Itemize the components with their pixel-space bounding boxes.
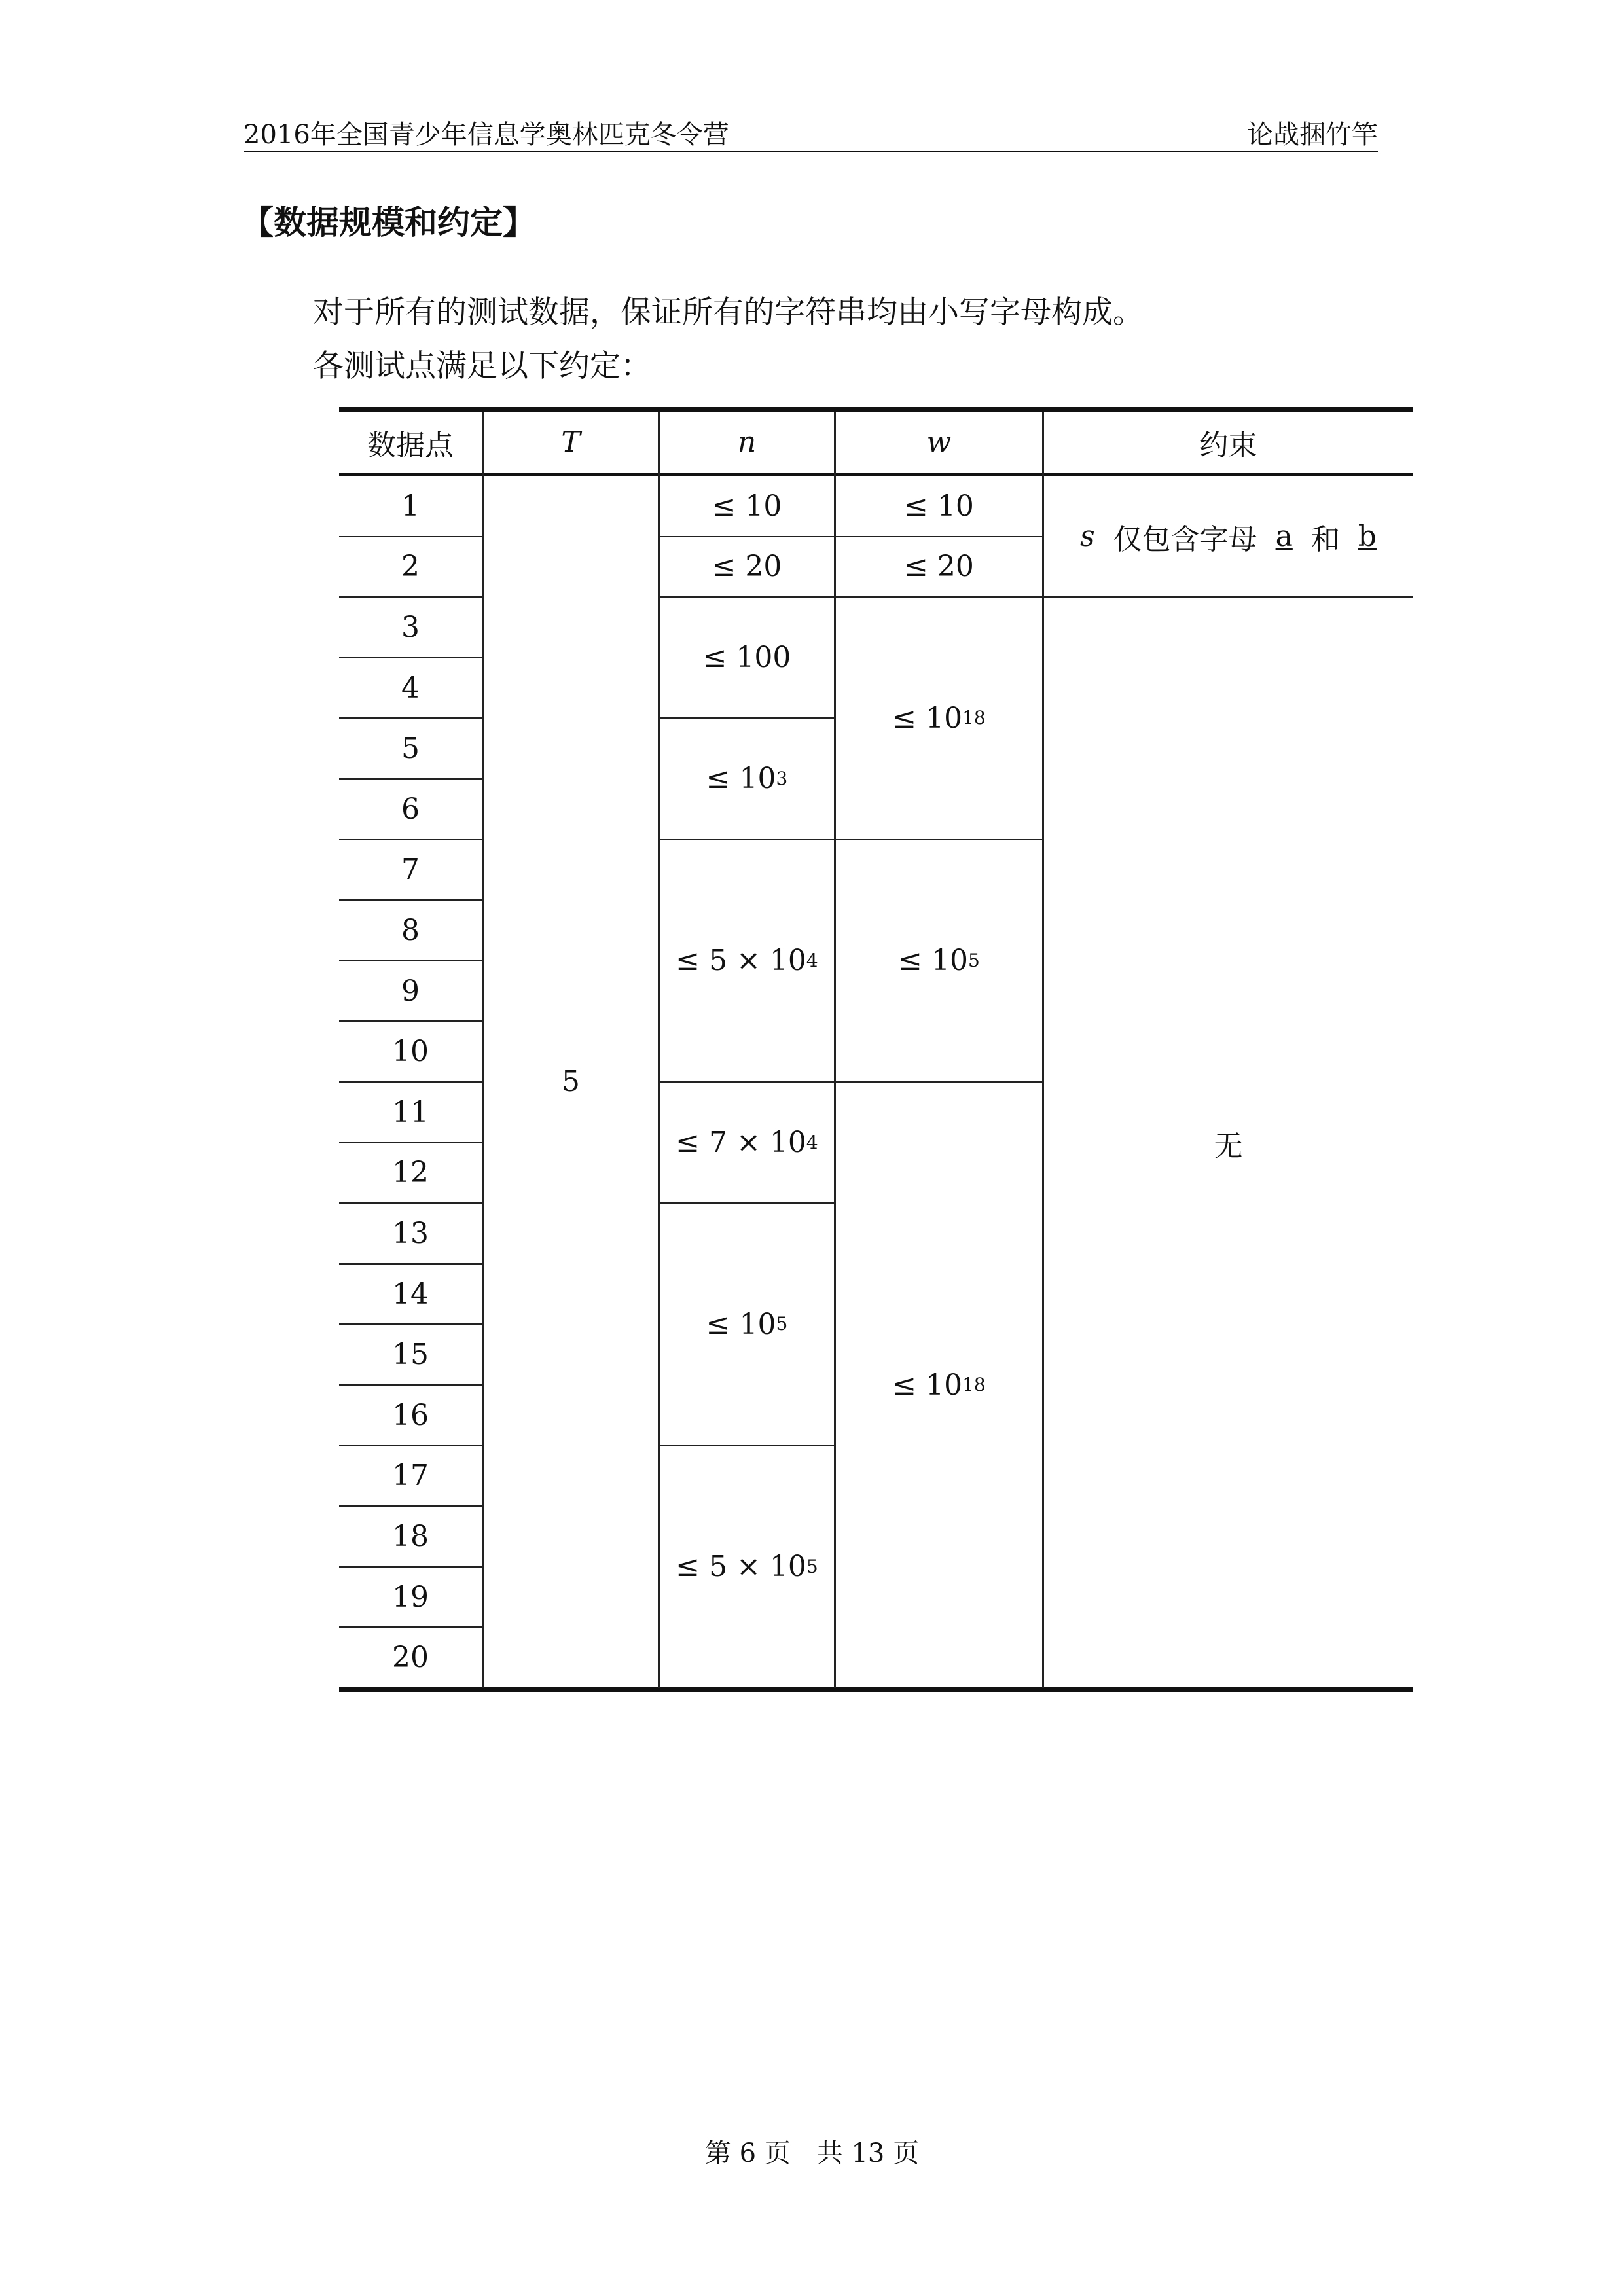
- point-11: 11: [392, 1095, 429, 1129]
- n-row-divider: [660, 1445, 834, 1446]
- point-4: 4: [401, 671, 420, 705]
- point-16: 16: [392, 1398, 429, 1432]
- point-row-divider: [339, 1323, 482, 1325]
- point-6: 6: [401, 792, 420, 826]
- point-row-divider: [339, 899, 482, 901]
- point-3: 3: [401, 610, 420, 644]
- n-cell-5: ≤ 5 × 10 4: [676, 944, 818, 978]
- point-row-divider: [339, 1566, 482, 1568]
- constraint-letter-b: b: [1358, 520, 1377, 553]
- point-17: 17: [392, 1459, 429, 1493]
- constraint-var-s: s: [1080, 520, 1095, 553]
- n-row-divider: [660, 536, 834, 537]
- n-cell-8-base: ≤ 5 × 10: [676, 1550, 806, 1584]
- point-12: 12: [392, 1156, 429, 1190]
- point-8: 8: [401, 913, 420, 947]
- n-cell-5-base: ≤ 5 × 10: [676, 944, 806, 978]
- n-row-divider: [660, 596, 834, 598]
- point-7: 7: [401, 853, 420, 887]
- point-row-divider: [339, 1142, 482, 1143]
- header-w: w: [926, 425, 952, 459]
- w-cell-4-base: ≤ 10: [898, 944, 968, 978]
- point-13: 13: [392, 1216, 429, 1250]
- header-title: 2016年全国青少年信息学奥林匹克冬令营: [244, 120, 729, 150]
- point-row-divider: [339, 596, 482, 598]
- header-n: n: [737, 425, 757, 459]
- point-row-divider: [339, 839, 482, 840]
- point-10: 10: [392, 1035, 429, 1069]
- n-cell-2: [660, 537, 834, 598]
- constraint-text: 仅包含字母: [1113, 522, 1257, 556]
- point-row-divider: [339, 960, 482, 961]
- n-cell-8: ≤ 5 × 10 5: [676, 1550, 818, 1584]
- point-row-divider: [339, 1202, 482, 1204]
- constraint-none: 无: [1214, 1129, 1243, 1163]
- paragraph-charset: 对于所有的测试数据，保证所有的字符串均由小写字母构成。: [313, 295, 1144, 331]
- n-row-divider: [660, 717, 834, 719]
- point-row-divider: [339, 1020, 482, 1022]
- w-cell-3: ≤ 10 18: [892, 701, 986, 735]
- w-cell-5-base: ≤ 10: [892, 1368, 963, 1402]
- point-row-divider: [339, 1505, 482, 1507]
- w-row-divider: [836, 839, 1042, 840]
- point-row-divider: [339, 657, 482, 658]
- point-row-divider: [339, 1626, 482, 1628]
- w-cell-3-base: ≤ 10: [892, 701, 963, 735]
- n-cell-3-base: ≤ 100: [702, 641, 791, 675]
- point-row-divider: [339, 717, 482, 719]
- point-row-divider: [339, 778, 482, 780]
- point-19: 19: [392, 1580, 429, 1614]
- n-row-divider: [660, 839, 834, 840]
- point-row-divider: [339, 1081, 482, 1083]
- table-top-rule: [339, 407, 1413, 412]
- n-cell-4-base: ≤ 10: [706, 762, 776, 796]
- t-value: 5: [562, 1065, 580, 1098]
- header-T: T: [561, 425, 581, 459]
- n-cell-1: [660, 476, 834, 537]
- w-cell-4: ≤ 10 5: [898, 944, 980, 978]
- point-row-divider: [339, 1445, 482, 1446]
- w-row-divider: [836, 596, 1042, 598]
- header-point: 数据点: [367, 428, 454, 462]
- section-title: 【数据规模和约定】: [241, 204, 535, 242]
- point-1: 1: [401, 489, 420, 523]
- point-18: 18: [392, 1519, 429, 1553]
- w-cell-5: ≤ 10 18: [892, 1368, 986, 1402]
- constraint-and: 和: [1310, 522, 1340, 556]
- n-row-divider: [660, 1202, 834, 1204]
- point-20: 20: [392, 1641, 429, 1675]
- n-row-divider: [660, 1081, 834, 1083]
- page-footer: 第 6 页 共 13 页: [704, 2138, 920, 2168]
- point-row-divider: [339, 536, 482, 537]
- point-15: 15: [392, 1338, 429, 1372]
- n-cell-6-base: ≤ 7 × 10: [676, 1126, 806, 1160]
- constraint-letter-a: a: [1275, 520, 1293, 553]
- header-problem-name: 论战捆竹竿: [1247, 120, 1378, 150]
- point-2: 2: [401, 550, 420, 584]
- point-5: 5: [401, 732, 420, 766]
- n-cell-2-base: ≤ 20: [712, 550, 782, 584]
- n-cell-1-base: ≤ 10: [712, 489, 782, 523]
- w-row-divider: [836, 1081, 1042, 1083]
- constraint-ab-only: [1044, 476, 1413, 597]
- n-cell-6: ≤ 7 × 10 4: [676, 1126, 818, 1160]
- n-cell-7: ≤ 10 5: [706, 1307, 788, 1341]
- n-cell-4: ≤ 10 3: [706, 762, 788, 796]
- w-cell-1: [836, 476, 1042, 537]
- table-bottom-rule: [339, 1687, 1413, 1692]
- point-row-divider: [339, 1263, 482, 1265]
- header-divider: [244, 151, 1378, 152]
- w-cell-1-base: ≤ 10: [904, 489, 974, 523]
- paragraph-intro: 各测试点满足以下约定：: [313, 348, 651, 384]
- n-cell-3: [660, 597, 834, 718]
- point-row-divider: [339, 1384, 482, 1386]
- header-constraint: 约束: [1199, 428, 1257, 462]
- n-cell-7-base: ≤ 10: [706, 1307, 776, 1341]
- constraint-row-divider: [1044, 596, 1413, 598]
- w-cell-2: [836, 537, 1042, 598]
- point-9: 9: [401, 974, 420, 1008]
- w-row-divider: [836, 536, 1042, 537]
- w-cell-2-base: ≤ 20: [904, 550, 974, 584]
- point-14: 14: [392, 1277, 429, 1311]
